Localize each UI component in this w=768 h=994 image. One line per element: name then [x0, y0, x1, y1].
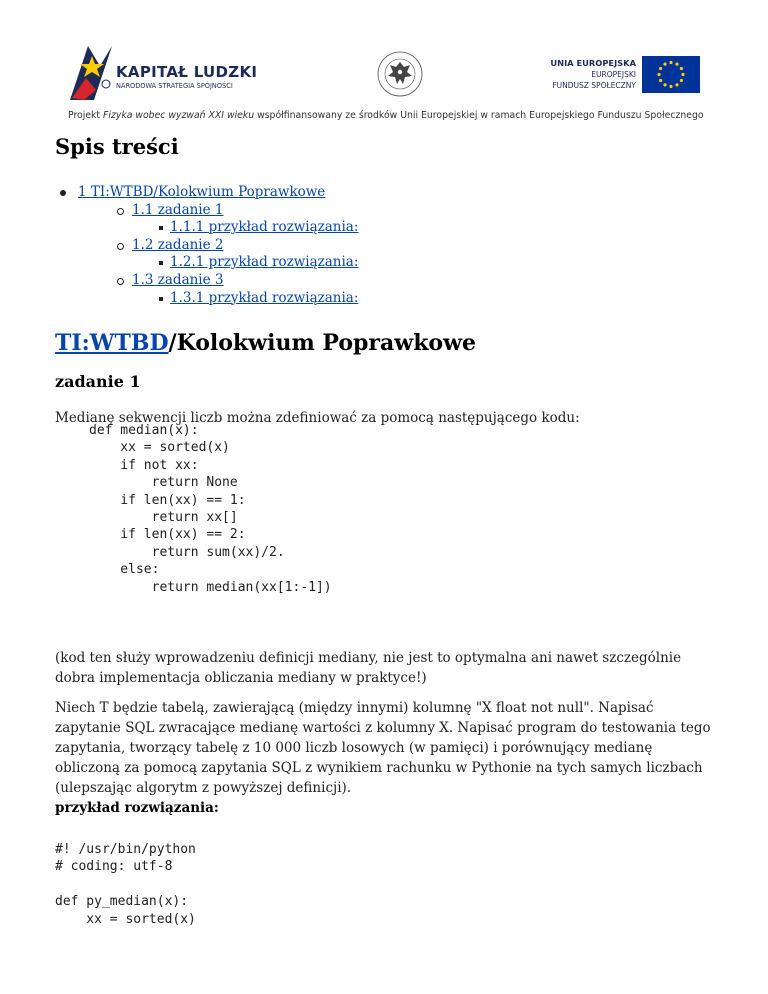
section-title: zadanie 1 — [55, 372, 141, 391]
note-paragraph: (kod ten służy wprowadzeniu definicji mediany, nie jest to optymalna ani nawet szczególnie dobra implementacja obliczania mediany w praktyce!) — [55, 650, 682, 686]
kapital-ludzki-title: KAPITAŁ LUDZKI — [116, 63, 258, 81]
eu-fund-label-2: FUNDUSZ SPOŁECZNY — [552, 81, 636, 90]
eu-text-block — [540, 58, 636, 91]
header-banner — [0, 0, 768, 130]
toc-item — [55, 254, 358, 272]
project-funding-line — [68, 110, 704, 121]
toc-link[interactable]: 1 TI:WTBD/Kolokwium Poprawkowe — [78, 184, 326, 200]
intro-paragraph: Medianę sekwencji liczb można zdefiniować za pomocą następującego kodu: — [55, 410, 580, 426]
bullet-square-icon — [159, 261, 163, 265]
bullet-circle-icon — [117, 278, 124, 285]
heading-link[interactable]: TI:WTBD — [55, 330, 169, 356]
eu-union-label: UNIA EUROPEJSKA — [550, 58, 636, 68]
bullet-disc-icon — [60, 190, 66, 196]
project-prefix: Projekt — [68, 110, 104, 121]
toc-item — [55, 184, 358, 202]
toc-item — [55, 202, 358, 220]
toc-link[interactable]: 1.3 zadanie 3 — [132, 271, 224, 288]
toc-item — [55, 272, 358, 290]
toc-link[interactable]: 1.3.1 przykład rozwiązania: — [170, 289, 359, 306]
eu-flag-icon — [642, 56, 700, 93]
task-paragraph: Niech T będzie tabelą, zawierającą (między innymi) kolumnę "X float not null". Napisać zapytanie SQL zwracające medianę wartości z kolumny X. Napisać program do testowania tego zapytania, tworzący tabelę z 10 000 liczb losowych (w pamięci) i porównujący medianę obliczoną za pomocą zapytania SQL z wynikiem rachunku w Pythonie na tych samych liczbach (ulepszając algorytm z powyższej definicji). — [55, 700, 711, 796]
project-name: Fizyka wobec wyzwań XXI wieku — [103, 110, 255, 121]
bullet-square-icon — [159, 226, 163, 230]
university-seal-logo — [376, 50, 424, 98]
toc-link[interactable]: 1.2.1 przykład rozwiązania: — [170, 254, 359, 271]
toc-link[interactable]: 1.2 zadanie 2 — [132, 236, 224, 253]
toc-link[interactable]: 1.1 zadanie 1 — [132, 201, 224, 218]
toc-title: Spis treści — [55, 134, 179, 159]
eu-fund-label-1: EUROPEJSKI — [591, 70, 636, 79]
code-block-median: def median(x): xx = sorted(x) if not xx: return None if len(xx) == 1: return xx[] if len(xx) == 2: return sum(xx)/2. else: return median(xx[1:-1]) — [89, 423, 332, 595]
bullet-square-icon — [159, 297, 163, 301]
toc-item — [55, 219, 358, 237]
bullet-circle-icon — [117, 243, 124, 250]
example-heading: przykład rozwiązania: — [55, 800, 219, 816]
project-suffix: współfinansowany ze środków Unii Europejskiej w ramach Europejskiego Funduszu Społecznego — [254, 110, 704, 121]
toc-item — [55, 290, 358, 308]
heading-rest: /Kolokwium Poprawkowe — [168, 330, 477, 356]
toc-link[interactable]: 1.1.1 przykład rozwiązania: — [170, 219, 359, 236]
kapital-ludzki-subtitle: NARODOWA STRATEGIA SPÓJNOŚCI — [116, 82, 233, 90]
bullet-circle-icon — [117, 208, 124, 215]
toc-item — [55, 237, 358, 255]
page-heading — [55, 330, 476, 356]
code-block-solution: #! /usr/bin/python # coding: utf-8 def py_median(x): xx = sorted(x) — [55, 842, 196, 927]
table-of-contents — [55, 184, 358, 307]
